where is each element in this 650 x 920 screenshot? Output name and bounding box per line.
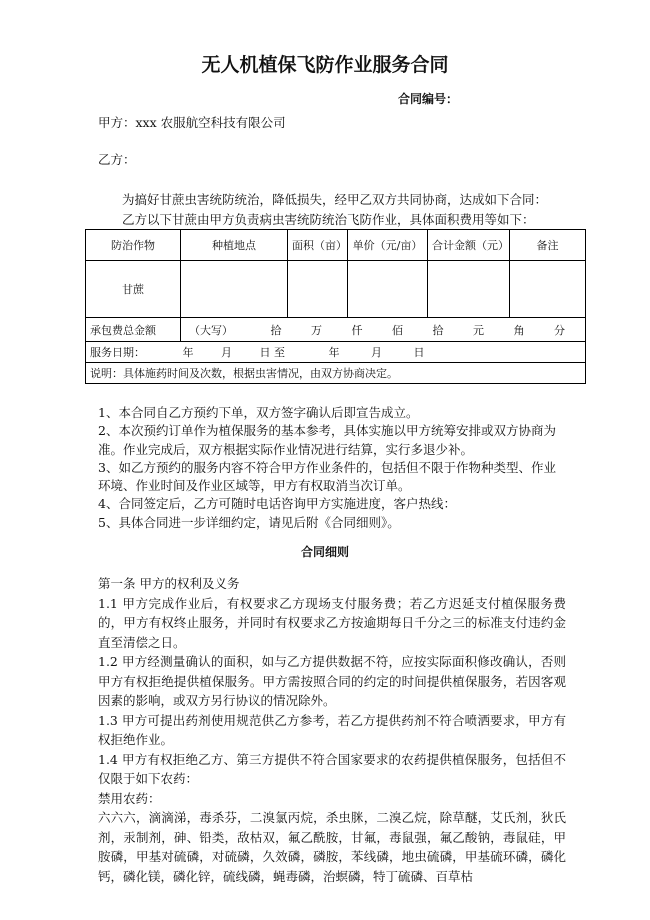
cell-crop: 甘蔗 (86, 261, 181, 318)
banned-pesticides-label: 禁用农药： (98, 790, 161, 806)
clause-1-4: 1.4 甲方有权拒绝乙方、第三方提供不符合国家要求的农药提供植保服务，包括但不仅限于如下农药： (98, 751, 566, 786)
cell-note[interactable] (510, 261, 586, 318)
detail-title: 合同细则 (300, 545, 349, 559)
contract-no-label: 合同编号： (398, 92, 459, 106)
term-5: 5、具体合同进一步详细约定，请见后附《合同细则》。 (98, 514, 400, 530)
header-price: 单价（元/亩） (348, 230, 428, 261)
page-title: 无人机植保飞防作业服务合同 (201, 54, 449, 76)
banned-pesticides-list: 六六六，滴滴涕，毒杀芬，二溴氯丙烷，杀虫脒，二溴乙烷，除草醚，艾氏剂，狄氏剂，汞制剂，砷、铅类，敌枯双，氟乙酰胺，甘氟，毒鼠强，氟乙酸钠，毒鼠硅，甲胺磷，甲基对硫磷，对硫磷，久效磷，磷胺，苯线磷，地虫硫磷，甲基硫环磷，磷化钙，磷化镁，磷化锌，硫线磷，蝇毒磷，治螟磷，特丁硫磷、百草枯 (98, 810, 566, 884)
party-b: 乙方： (98, 152, 136, 167)
service-date[interactable]: 服务日期： 年 月 日 至 年 月 日 (86, 342, 586, 363)
party-a: 甲方：xxx 农服航空科技有限公司 (98, 115, 286, 130)
total-amount-label: 承包费总金额 (86, 318, 181, 342)
header-note: 备注 (510, 230, 586, 261)
term-2: 2、本次预约订单作为植保服务的基本参考，具体实施以甲方统筹安排或双方协商为准。作业完成后，双方根据实际作业情况进行结算，实行多退少补。 (98, 423, 556, 457)
table-row (86, 261, 586, 318)
term-4: 4、合同签定后，乙方可随时电话咨询甲方实施进度，客户热线： (98, 496, 456, 512)
table-note: 说明：具体施药时间及次数，根据虫害情况，由双方协商决定。 (86, 363, 586, 384)
article-heading: 第一条 甲方的权利及义务 (98, 576, 240, 591)
header-total: 合计金额（元） (428, 230, 510, 261)
service-table (85, 229, 586, 384)
cell-location[interactable] (181, 261, 288, 318)
header-crop: 防治作物 (86, 230, 181, 261)
intro-line-2: 乙方以下甘蔗由甲方负责病虫害统防统治飞防作业，具体面积费用等如下： (122, 212, 535, 227)
header-location: 种植地点 (181, 230, 288, 261)
table-note-row (86, 363, 586, 384)
intro-line-1: 为搞好甘蔗虫害统防统治，降低损失，经甲乙双方共同协商，达成如下合同： (122, 192, 548, 207)
term-3: 3、如乙方预约的服务内容不符合甲方作业条件的，包括但不限于作物种类型、作业环境、作业时间及作业区域等，甲方有权取消当次订单。 (98, 459, 556, 494)
clause-1-2: 1.2 甲方经测量确认的面积，如与乙方提供数据不符，应按实际面积修改确认，否则甲方有权拒绝提供植保服务。甲方需按照合同的约定的时间提供植保服务，若因客观因素的影响，或双方另行协议的情况除外。 (98, 654, 566, 708)
term-1: 1、本合同自乙方预约下单，双方签字确认后即宣告成立。 (98, 405, 419, 420)
cell-price[interactable] (348, 261, 428, 318)
total-amount-words[interactable]: （大写） 拾 万 仟 佰 拾 元 角 分 (181, 318, 586, 342)
clause-1-3: 1.3 甲方可提出药剂使用规范供乙方参考，若乙方提供药剂不符合喷洒要求，甲方有权拒绝作业。 (98, 712, 566, 747)
header-area: 面积（亩） (288, 230, 348, 261)
clause-1-1: 1.1 甲方完成作业后，有权要求乙方现场支付服务费；若乙方迟延支付植保服务费的，甲方有权终止服务，并同时有权要求乙方按逾期每日千分之三的标准支付违约金直至清偿之日。 (98, 595, 566, 650)
cell-area[interactable] (288, 261, 348, 318)
service-date-row (86, 342, 586, 363)
total-amount-row (86, 318, 586, 342)
detail-section (98, 574, 566, 886)
table-header-row (86, 230, 586, 261)
cell-total[interactable] (428, 261, 510, 318)
terms-list (98, 404, 568, 532)
